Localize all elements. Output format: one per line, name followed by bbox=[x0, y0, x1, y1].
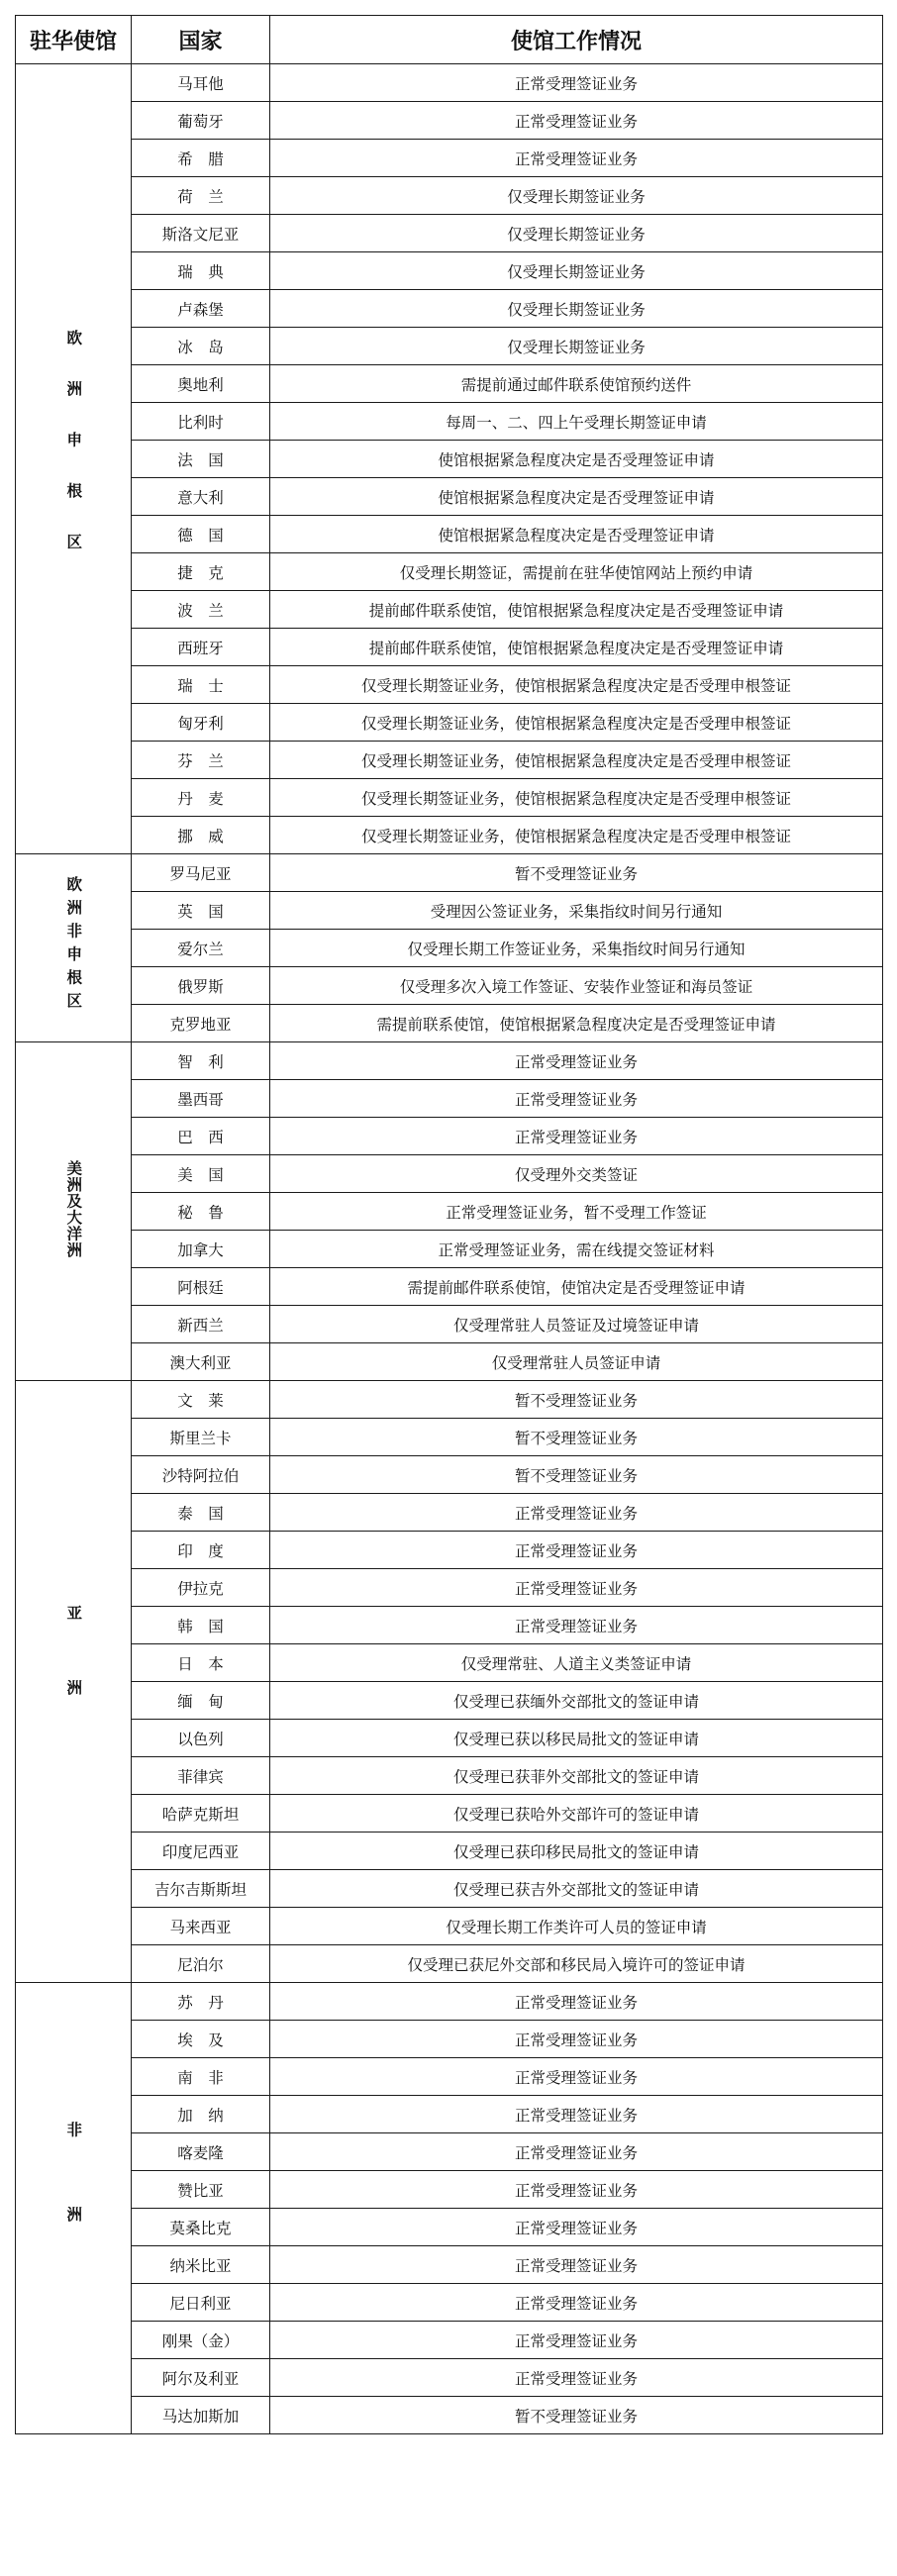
status-cell: 仅受理长期签证业务 bbox=[270, 177, 883, 215]
status-cell: 仅受理长期签证业务 bbox=[270, 290, 883, 328]
country-cell: 芬 兰 bbox=[132, 742, 270, 779]
status-cell: 正常受理签证业务，需在线提交签证材料 bbox=[270, 1231, 883, 1268]
status-cell: 正常受理签证业务 bbox=[270, 1080, 883, 1118]
region-cell bbox=[16, 64, 132, 854]
table-row bbox=[16, 1080, 883, 1118]
table-row bbox=[16, 1306, 883, 1343]
status-cell: 正常受理签证业务 bbox=[270, 1532, 883, 1569]
table-row bbox=[16, 478, 883, 516]
region-cell bbox=[16, 1042, 132, 1381]
table-row bbox=[16, 591, 883, 629]
region-name: 欧洲非申根区 bbox=[64, 876, 84, 1016]
table-row bbox=[16, 2133, 883, 2171]
status-cell: 仅受理长期签证业务，使馆根据紧急程度决定是否受理申根签证 bbox=[270, 779, 883, 817]
country-cell: 以色列 bbox=[132, 1720, 270, 1757]
status-cell: 正常受理签证业务 bbox=[270, 1042, 883, 1080]
table-row bbox=[16, 1381, 883, 1419]
table-row bbox=[16, 967, 883, 1005]
header-embassy: 驻华使馆 bbox=[16, 16, 132, 64]
table-row bbox=[16, 817, 883, 854]
country-cell: 日 本 bbox=[132, 1644, 270, 1682]
status-cell: 仅受理长期工作签证业务，采集指纹时间另行通知 bbox=[270, 930, 883, 967]
status-cell: 正常受理签证业务 bbox=[270, 1494, 883, 1532]
status-cell: 仅受理长期签证业务，使馆根据紧急程度决定是否受理申根签证 bbox=[270, 666, 883, 704]
table-row bbox=[16, 553, 883, 591]
table-row bbox=[16, 64, 883, 102]
country-cell: 印度尼西亚 bbox=[132, 1833, 270, 1870]
status-cell: 正常受理签证业务 bbox=[270, 2058, 883, 2096]
country-cell: 刚果（金） bbox=[132, 2322, 270, 2359]
status-cell: 正常受理签证业务 bbox=[270, 2096, 883, 2133]
status-cell: 仅受理多次入境工作签证、安装作业签证和海员签证 bbox=[270, 967, 883, 1005]
header-country: 国家 bbox=[132, 16, 270, 64]
table-row bbox=[16, 930, 883, 967]
region-cell bbox=[16, 854, 132, 1042]
embassy-visa-table bbox=[15, 15, 883, 2434]
country-cell: 墨西哥 bbox=[132, 1080, 270, 1118]
country-cell: 韩 国 bbox=[132, 1607, 270, 1644]
status-cell: 仅受理已获印移民局批文的签证申请 bbox=[270, 1833, 883, 1870]
country-cell: 菲律宾 bbox=[132, 1757, 270, 1795]
table-row bbox=[16, 1833, 883, 1870]
country-cell: 巴 西 bbox=[132, 1118, 270, 1155]
country-cell: 南 非 bbox=[132, 2058, 270, 2096]
table-row bbox=[16, 1155, 883, 1193]
country-cell: 马达加斯加 bbox=[132, 2397, 270, 2434]
country-cell: 爱尔兰 bbox=[132, 930, 270, 967]
country-cell: 意大利 bbox=[132, 478, 270, 516]
status-cell: 暂不受理签证业务 bbox=[270, 1419, 883, 1456]
table-row bbox=[16, 1607, 883, 1644]
table-row bbox=[16, 516, 883, 553]
embassy-visa-status-sheet bbox=[15, 15, 882, 2434]
table-row bbox=[16, 1757, 883, 1795]
table-row bbox=[16, 2021, 883, 2058]
status-cell: 仅受理已获以移民局批文的签证申请 bbox=[270, 1720, 883, 1757]
country-cell: 阿根廷 bbox=[132, 1268, 270, 1306]
table-row bbox=[16, 1193, 883, 1231]
table-row bbox=[16, 779, 883, 817]
country-cell: 哈萨克斯坦 bbox=[132, 1795, 270, 1833]
status-cell: 提前邮件联系使馆，使馆根据紧急程度决定是否受理签证申请 bbox=[270, 591, 883, 629]
country-cell: 新西兰 bbox=[132, 1306, 270, 1343]
table-row bbox=[16, 140, 883, 177]
country-cell: 尼日利亚 bbox=[132, 2284, 270, 2322]
country-cell: 美 国 bbox=[132, 1155, 270, 1193]
country-cell: 埃 及 bbox=[132, 2021, 270, 2058]
status-cell: 仅受理长期工作类许可人员的签证申请 bbox=[270, 1908, 883, 1945]
country-cell: 纳米比亚 bbox=[132, 2246, 270, 2284]
country-cell: 马来西亚 bbox=[132, 1908, 270, 1945]
status-cell: 仅受理外交类签证 bbox=[270, 1155, 883, 1193]
table-row bbox=[16, 290, 883, 328]
country-cell: 沙特阿拉伯 bbox=[132, 1456, 270, 1494]
status-cell: 正常受理签证业务 bbox=[270, 2133, 883, 2171]
status-cell: 仅受理常驻、人道主义类签证申请 bbox=[270, 1644, 883, 1682]
table-row bbox=[16, 403, 883, 441]
status-cell: 仅受理已获菲外交部批文的签证申请 bbox=[270, 1757, 883, 1795]
region-cell bbox=[16, 1381, 132, 1983]
country-cell: 喀麦隆 bbox=[132, 2133, 270, 2171]
country-cell: 加 纳 bbox=[132, 2096, 270, 2133]
status-cell: 需提前通过邮件联系使馆预约送件 bbox=[270, 365, 883, 403]
region-name: 美洲及大洋洲 bbox=[64, 1160, 84, 1258]
country-cell: 泰 国 bbox=[132, 1494, 270, 1532]
country-cell: 智 利 bbox=[132, 1042, 270, 1080]
table-row bbox=[16, 1005, 883, 1042]
table-row bbox=[16, 1231, 883, 1268]
country-cell: 冰 岛 bbox=[132, 328, 270, 365]
country-cell: 阿尔及利亚 bbox=[132, 2359, 270, 2397]
table-row bbox=[16, 2322, 883, 2359]
table-row bbox=[16, 177, 883, 215]
table-row bbox=[16, 2058, 883, 2096]
table-body bbox=[16, 64, 883, 2434]
country-cell: 比利时 bbox=[132, 403, 270, 441]
table-row bbox=[16, 1118, 883, 1155]
table-row bbox=[16, 854, 883, 892]
region-name: 非洲 bbox=[64, 2122, 84, 2291]
status-cell: 仅受理已获尼外交部和移民局入境许可的签证申请 bbox=[270, 1945, 883, 1983]
status-cell: 需提前邮件联系使馆，使馆决定是否受理签证申请 bbox=[270, 1268, 883, 1306]
country-cell: 葡萄牙 bbox=[132, 102, 270, 140]
status-cell: 仅受理长期签证业务 bbox=[270, 215, 883, 252]
country-cell: 加拿大 bbox=[132, 1231, 270, 1268]
table-row bbox=[16, 102, 883, 140]
table-row bbox=[16, 1682, 883, 1720]
status-cell: 暂不受理签证业务 bbox=[270, 1456, 883, 1494]
status-cell: 仅受理长期签证业务，使馆根据紧急程度决定是否受理申根签证 bbox=[270, 704, 883, 742]
table-row bbox=[16, 704, 883, 742]
region-name: 亚洲 bbox=[64, 1605, 84, 1754]
table-row bbox=[16, 1042, 883, 1080]
table-row bbox=[16, 1720, 883, 1757]
table-row bbox=[16, 892, 883, 930]
country-cell: 秘 鲁 bbox=[132, 1193, 270, 1231]
status-cell: 正常受理签证业务 bbox=[270, 1118, 883, 1155]
table-row bbox=[16, 2397, 883, 2434]
country-cell: 伊拉克 bbox=[132, 1569, 270, 1607]
country-cell: 挪 威 bbox=[132, 817, 270, 854]
table-row bbox=[16, 2246, 883, 2284]
status-cell: 正常受理签证业务 bbox=[270, 1569, 883, 1607]
status-cell: 正常受理签证业务 bbox=[270, 64, 883, 102]
table-row bbox=[16, 328, 883, 365]
status-cell: 正常受理签证业务 bbox=[270, 102, 883, 140]
status-cell: 仅受理长期签证，需提前在驻华使馆网站上预约申请 bbox=[270, 553, 883, 591]
country-cell: 希 腊 bbox=[132, 140, 270, 177]
status-cell: 使馆根据紧急程度决定是否受理签证申请 bbox=[270, 478, 883, 516]
status-cell: 仅受理长期签证业务，使馆根据紧急程度决定是否受理申根签证 bbox=[270, 817, 883, 854]
table-header-row bbox=[16, 16, 883, 64]
status-cell: 仅受理已获缅外交部批文的签证申请 bbox=[270, 1682, 883, 1720]
table-row bbox=[16, 1343, 883, 1381]
country-cell: 赞比亚 bbox=[132, 2171, 270, 2209]
country-cell: 缅 甸 bbox=[132, 1682, 270, 1720]
country-cell: 莫桑比克 bbox=[132, 2209, 270, 2246]
table-row bbox=[16, 1268, 883, 1306]
country-cell: 罗马尼亚 bbox=[132, 854, 270, 892]
table-row bbox=[16, 2359, 883, 2397]
table-row bbox=[16, 1569, 883, 1607]
table-row bbox=[16, 1983, 883, 2021]
country-cell: 丹 麦 bbox=[132, 779, 270, 817]
status-cell: 正常受理签证业务 bbox=[270, 2359, 883, 2397]
country-cell: 尼泊尔 bbox=[132, 1945, 270, 1983]
status-cell: 正常受理签证业务 bbox=[270, 2246, 883, 2284]
country-cell: 文 莱 bbox=[132, 1381, 270, 1419]
status-cell: 需提前联系使馆，使馆根据紧急程度决定是否受理签证申请 bbox=[270, 1005, 883, 1042]
status-cell: 仅受理已获哈外交部许可的签证申请 bbox=[270, 1795, 883, 1833]
region-name: 欧洲申根区 bbox=[64, 329, 84, 585]
status-cell: 正常受理签证业务 bbox=[270, 2322, 883, 2359]
country-cell: 吉尔吉斯斯坦 bbox=[132, 1870, 270, 1908]
country-cell: 印 度 bbox=[132, 1532, 270, 1569]
country-cell: 奥地利 bbox=[132, 365, 270, 403]
country-cell: 卢森堡 bbox=[132, 290, 270, 328]
country-cell: 英 国 bbox=[132, 892, 270, 930]
status-cell: 正常受理签证业务 bbox=[270, 2209, 883, 2246]
country-cell: 马耳他 bbox=[132, 64, 270, 102]
country-cell: 瑞 典 bbox=[132, 252, 270, 290]
status-cell: 仅受理常驻人员签证申请 bbox=[270, 1343, 883, 1381]
country-cell: 匈牙利 bbox=[132, 704, 270, 742]
status-cell: 正常受理签证业务 bbox=[270, 2021, 883, 2058]
country-cell: 捷 克 bbox=[132, 553, 270, 591]
table-row bbox=[16, 2171, 883, 2209]
status-cell: 提前邮件联系使馆，使馆根据紧急程度决定是否受理签证申请 bbox=[270, 629, 883, 666]
status-cell: 受理因公签证业务，采集指纹时间另行通知 bbox=[270, 892, 883, 930]
table-row bbox=[16, 1945, 883, 1983]
status-cell: 正常受理签证业务 bbox=[270, 140, 883, 177]
status-cell: 仅受理长期签证业务，使馆根据紧急程度决定是否受理申根签证 bbox=[270, 742, 883, 779]
status-cell: 正常受理签证业务 bbox=[270, 1607, 883, 1644]
region-cell bbox=[16, 1983, 132, 2434]
status-cell: 使馆根据紧急程度决定是否受理签证申请 bbox=[270, 516, 883, 553]
country-cell: 斯里兰卡 bbox=[132, 1419, 270, 1456]
status-cell: 正常受理签证业务 bbox=[270, 1983, 883, 2021]
table-row bbox=[16, 441, 883, 478]
country-cell: 俄罗斯 bbox=[132, 967, 270, 1005]
table-row bbox=[16, 629, 883, 666]
status-cell: 暂不受理签证业务 bbox=[270, 2397, 883, 2434]
status-cell: 仅受理常驻人员签证及过境签证申请 bbox=[270, 1306, 883, 1343]
country-cell: 荷 兰 bbox=[132, 177, 270, 215]
status-cell: 暂不受理签证业务 bbox=[270, 854, 883, 892]
country-cell: 波 兰 bbox=[132, 591, 270, 629]
status-cell: 使馆根据紧急程度决定是否受理签证申请 bbox=[270, 441, 883, 478]
country-cell: 澳大利亚 bbox=[132, 1343, 270, 1381]
country-cell: 斯洛文尼亚 bbox=[132, 215, 270, 252]
status-cell: 仅受理长期签证业务 bbox=[270, 328, 883, 365]
table-row bbox=[16, 2096, 883, 2133]
country-cell: 法 国 bbox=[132, 441, 270, 478]
country-cell: 苏 丹 bbox=[132, 1983, 270, 2021]
status-cell: 仅受理已获吉外交部批文的签证申请 bbox=[270, 1870, 883, 1908]
status-cell: 正常受理签证业务，暂不受理工作签证 bbox=[270, 1193, 883, 1231]
status-cell: 仅受理长期签证业务 bbox=[270, 252, 883, 290]
country-cell: 瑞 士 bbox=[132, 666, 270, 704]
table-row bbox=[16, 365, 883, 403]
table-row bbox=[16, 1795, 883, 1833]
table-row bbox=[16, 742, 883, 779]
table-row bbox=[16, 1644, 883, 1682]
country-cell: 西班牙 bbox=[132, 629, 270, 666]
table-row bbox=[16, 252, 883, 290]
table-row bbox=[16, 1870, 883, 1908]
table-row bbox=[16, 1419, 883, 1456]
status-cell: 每周一、二、四上午受理长期签证申请 bbox=[270, 403, 883, 441]
status-cell: 暂不受理签证业务 bbox=[270, 1381, 883, 1419]
header-status: 使馆工作情况 bbox=[270, 16, 883, 64]
table-row bbox=[16, 666, 883, 704]
table-row bbox=[16, 2284, 883, 2322]
table-row bbox=[16, 1908, 883, 1945]
country-cell: 德 国 bbox=[132, 516, 270, 553]
table-row bbox=[16, 1456, 883, 1494]
country-cell: 克罗地亚 bbox=[132, 1005, 270, 1042]
table-row bbox=[16, 2209, 883, 2246]
status-cell: 正常受理签证业务 bbox=[270, 2284, 883, 2322]
table-row bbox=[16, 1494, 883, 1532]
table-row bbox=[16, 1532, 883, 1569]
table-row bbox=[16, 215, 883, 252]
status-cell: 正常受理签证业务 bbox=[270, 2171, 883, 2209]
